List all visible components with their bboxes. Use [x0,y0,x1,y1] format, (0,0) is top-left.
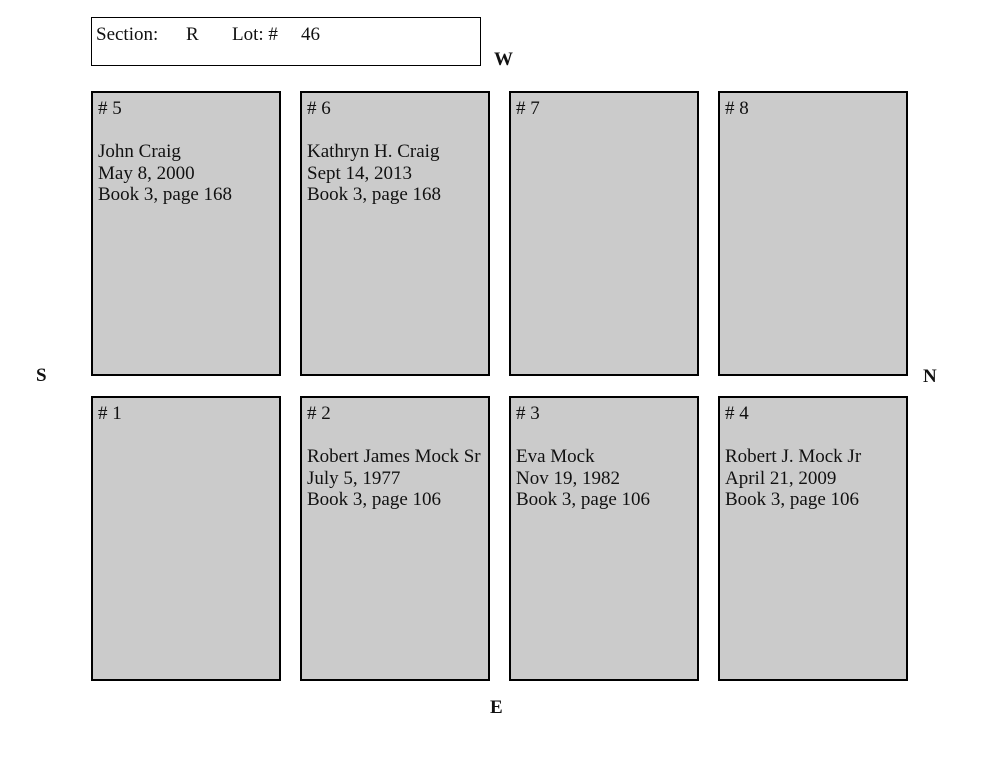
lot-label: Lot: # [232,24,278,45]
plot-2 [300,396,490,681]
plot-number: # 7 [516,98,540,119]
interment-name: Robert J. Mock Jr [725,446,862,467]
interment-date: Nov 19, 1982 [516,467,620,489]
plot-number: # 1 [98,403,122,424]
plot-number: # 6 [307,98,331,119]
interment-name: Robert James Mock Sr [307,446,481,467]
plot-number: # 5 [98,98,122,119]
compass-north: N [923,366,937,387]
plot-6 [300,91,490,376]
plot-details [516,446,694,511]
lot-value: 46 [301,24,320,45]
plot-5 [91,91,281,376]
interment-date: July 5, 1977 [307,467,401,489]
interment-date: April 21, 2009 [725,467,837,489]
interment-date: Sept 14, 2013 [307,162,413,184]
interment-record: Book 3, page 106 [307,489,442,510]
plot-1 [91,396,281,681]
plot-number: # 3 [516,403,540,424]
interment-record: Book 3, page 106 [516,489,651,510]
plot-7 [509,91,699,376]
interment-record: Book 3, page 168 [98,184,233,205]
section-label: Section: [96,24,159,45]
plot-number: # 8 [725,98,749,119]
interment-record: Book 3, page 106 [725,489,860,510]
plot-3 [509,396,699,681]
interment-date: May 8, 2000 [98,162,195,184]
interment-name: Kathryn H. Craig [307,141,440,162]
interment-record: Book 3, page 168 [307,184,442,205]
compass-east: E [490,697,503,718]
plot-number: # 4 [725,403,749,424]
plot-details [307,446,485,511]
plot-4 [718,396,908,681]
plot-8 [718,91,908,376]
lot-header [91,17,481,66]
interment-name: Eva Mock [516,446,595,467]
plot-number: # 2 [307,403,331,424]
interment-name: John Craig [98,141,181,162]
compass-south: S [36,365,47,386]
plot-details [725,446,903,511]
plot-details [307,141,485,206]
plot-details [98,141,276,206]
section-value: R [186,24,199,45]
compass-west: W [494,49,513,70]
